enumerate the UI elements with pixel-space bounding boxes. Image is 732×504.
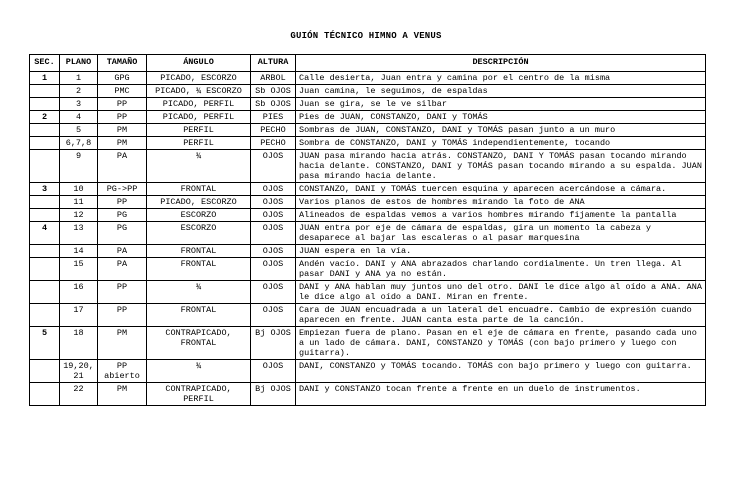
altura-cell: Sb OJOS — [251, 98, 296, 111]
plano-cell: 10 — [60, 183, 98, 196]
sec-cell — [30, 85, 60, 98]
tamano-cell: PMC — [98, 85, 147, 98]
tamano-cell: PM — [98, 137, 147, 150]
sec-cell — [30, 98, 60, 111]
descripcion-cell: Alineados de espaldas vemos a varios hombres mirando fijamente la pantalla — [296, 209, 706, 222]
table-row — [30, 150, 706, 183]
angulo-cell: PICADO, PERFIL — [147, 111, 251, 124]
angulo-cell: PICADO, ESCORZO — [147, 196, 251, 209]
altura-cell: Bj OJOS — [251, 327, 296, 360]
altura-cell: Bj OJOS — [251, 383, 296, 406]
tamano-cell: GPG — [98, 72, 147, 85]
script-table — [29, 54, 706, 406]
altura-cell: OJOS — [251, 281, 296, 304]
angulo-cell: FRONTAL — [147, 258, 251, 281]
tamano-cell: PA — [98, 258, 147, 281]
tamano-cell: PP — [98, 196, 147, 209]
plano-cell: 12 — [60, 209, 98, 222]
angulo-cell: PICADO, PERFIL — [147, 98, 251, 111]
angulo-cell: CONTRAPICADO, PERFIL — [147, 383, 251, 406]
header-descripcion: DESCRIPCIÓN — [296, 55, 706, 72]
table-row — [30, 304, 706, 327]
sec-cell — [30, 245, 60, 258]
plano-cell: 2 — [60, 85, 98, 98]
descripcion-cell: Juan camina, le seguimos, de espaldas — [296, 85, 706, 98]
table-row — [30, 124, 706, 137]
table-row — [30, 360, 706, 383]
sec-cell: 3 — [30, 183, 60, 196]
table-row — [30, 383, 706, 406]
descripcion-cell: DANI, CONSTANZO y TOMÁS tocando. TOMÁS con bajo primero y luego con guitarra. — [296, 360, 706, 383]
altura-cell: OJOS — [251, 222, 296, 245]
sec-cell — [30, 281, 60, 304]
angulo-cell: FRONTAL — [147, 304, 251, 327]
angulo-cell: PICADO, ¾ ESCORZO — [147, 85, 251, 98]
tamano-cell: PG — [98, 209, 147, 222]
sec-cell — [30, 196, 60, 209]
descripcion-cell: Varios planos de estos de hombres mirando la foto de ANA — [296, 196, 706, 209]
angulo-cell: ¾ — [147, 360, 251, 383]
plano-cell: 9 — [60, 150, 98, 183]
descripcion-cell: Cara de JUAN encuadrada a un lateral del encuadre. Cambio de expresión cuando aparecen en frente. JUAN canta esta parte de la canción. — [296, 304, 706, 327]
altura-cell: OJOS — [251, 360, 296, 383]
plano-cell: 18 — [60, 327, 98, 360]
plano-cell: 5 — [60, 124, 98, 137]
plano-cell: 14 — [60, 245, 98, 258]
altura-cell: OJOS — [251, 196, 296, 209]
tamano-cell: PP — [98, 111, 147, 124]
angulo-cell: CONTRAPICADO, FRONTAL — [147, 327, 251, 360]
angulo-cell: FRONTAL — [147, 245, 251, 258]
altura-cell: PECHO — [251, 137, 296, 150]
angulo-cell: PERFIL — [147, 137, 251, 150]
descripcion-cell: JUAN entra por eje de cámara de espaldas, gira un momento la cabeza y desaparece al bajar las escaleras o al pasar marquesina — [296, 222, 706, 245]
angulo-cell: PERFIL — [147, 124, 251, 137]
table-row — [30, 196, 706, 209]
altura-cell: OJOS — [251, 150, 296, 183]
table-row — [30, 209, 706, 222]
tamano-cell: PA — [98, 245, 147, 258]
plano-cell: 19,20, 21 — [60, 360, 98, 383]
table-row — [30, 222, 706, 245]
descripcion-cell: Empiezan fuera de plano. Pasan en el eje de cámara en frente, pasando cada uno a un lado de cámara. DANI, CONSTANZO y TOMÁS (con bajo primero y luego con guitarra). — [296, 327, 706, 360]
plano-cell: 11 — [60, 196, 98, 209]
sec-cell — [30, 209, 60, 222]
header-row — [30, 55, 706, 72]
plano-cell: 17 — [60, 304, 98, 327]
plano-cell: 6,7,8 — [60, 137, 98, 150]
sec-cell — [30, 137, 60, 150]
tamano-cell: PP abierto — [98, 360, 147, 383]
plano-cell: 4 — [60, 111, 98, 124]
altura-cell: PECHO — [251, 124, 296, 137]
sec-cell — [30, 360, 60, 383]
table-row — [30, 258, 706, 281]
table-row — [30, 245, 706, 258]
descripcion-cell: Sombra de CONSTANZO, DANI y TOMÁS independientemente, tocando — [296, 137, 706, 150]
plano-cell: 3 — [60, 98, 98, 111]
header-plano: PLANO — [60, 55, 98, 72]
tamano-cell: PP — [98, 304, 147, 327]
altura-cell: ARBOL — [251, 72, 296, 85]
angulo-cell: ESCORZO — [147, 222, 251, 245]
tamano-cell: PM — [98, 383, 147, 406]
descripcion-cell: DANI y ANA hablan muy juntos uno del otro. DANI le dice algo al oído a ANA. ANA le dice algo al oído a DANI. Miran en frente. — [296, 281, 706, 304]
angulo-cell: ESCORZO — [147, 209, 251, 222]
angulo-cell: PICADO, ESCORZO — [147, 72, 251, 85]
header-sec: SEC. — [30, 55, 60, 72]
sec-cell: 2 — [30, 111, 60, 124]
descripcion-cell: CONSTANZO, DANI y TOMÁS tuercen esquina y aparecen acercándose a cámara. — [296, 183, 706, 196]
table-row — [30, 85, 706, 98]
tamano-cell: PP — [98, 98, 147, 111]
tamano-cell: PM — [98, 327, 147, 360]
altura-cell: OJOS — [251, 258, 296, 281]
plano-cell: 16 — [60, 281, 98, 304]
tamano-cell: PM — [98, 124, 147, 137]
plano-cell: 1 — [60, 72, 98, 85]
sec-cell — [30, 383, 60, 406]
angulo-cell: ¾ — [147, 281, 251, 304]
descripcion-cell: JUAN pasa mirando hacia atrás. CONSTANZO, DANI Y TOMÁS pasan tocando mirando hacia delante. CONSTANZO, DANI y TOMÁS pasan tocando mirando a su espalda. JUAN pasa mirando hacia delante. — [296, 150, 706, 183]
document-title: GUIÓN TÉCNICO HIMNO A VENUS — [290, 31, 442, 41]
table-row — [30, 137, 706, 150]
descripcion-cell: Juan se gira, se le ve silbar — [296, 98, 706, 111]
descripcion-cell: JUAN espera en la vía. — [296, 245, 706, 258]
header-tamano: TAMAÑO — [98, 55, 147, 72]
sec-cell — [30, 304, 60, 327]
altura-cell: OJOS — [251, 183, 296, 196]
tamano-cell: PP — [98, 281, 147, 304]
descripcion-cell: Sombras de JUAN, CONSTANZO, DANI y TOMÁS pasan junto a un muro — [296, 124, 706, 137]
descripcion-cell: Andén vacío. DANI y ANA abrazados charlando cordialmente. Un tren llega. Al pasar DANI y ANA ya no están. — [296, 258, 706, 281]
tamano-cell: PG — [98, 222, 147, 245]
descripcion-cell: Calle desierta, Juan entra y camina por el centro de la misma — [296, 72, 706, 85]
altura-cell: OJOS — [251, 209, 296, 222]
sec-cell: 1 — [30, 72, 60, 85]
table-row — [30, 111, 706, 124]
table-row — [30, 183, 706, 196]
altura-cell: PIES — [251, 111, 296, 124]
descripcion-cell: Pies de JUAN, CONSTANZO, DANI y TOMÁS — [296, 111, 706, 124]
sec-cell — [30, 150, 60, 183]
tamano-cell: PA — [98, 150, 147, 183]
altura-cell: OJOS — [251, 304, 296, 327]
angulo-cell: FRONTAL — [147, 183, 251, 196]
plano-cell: 22 — [60, 383, 98, 406]
sec-cell: 4 — [30, 222, 60, 245]
plano-cell: 15 — [60, 258, 98, 281]
altura-cell: OJOS — [251, 245, 296, 258]
altura-cell: Sb OJOS — [251, 85, 296, 98]
plano-cell: 13 — [60, 222, 98, 245]
table-row — [30, 327, 706, 360]
tamano-cell: PG->PP — [98, 183, 147, 196]
header-angulo: ÁNGULO — [147, 55, 251, 72]
table-row — [30, 281, 706, 304]
table-row — [30, 98, 706, 111]
angulo-cell: ¾ — [147, 150, 251, 183]
sec-cell — [30, 258, 60, 281]
sec-cell: 5 — [30, 327, 60, 360]
header-altura: ALTURA — [251, 55, 296, 72]
table-row — [30, 72, 706, 85]
sec-cell — [30, 124, 60, 137]
descripcion-cell: DANI y CONSTANZO tocan frente a frente en un duelo de instrumentos. — [296, 383, 706, 406]
